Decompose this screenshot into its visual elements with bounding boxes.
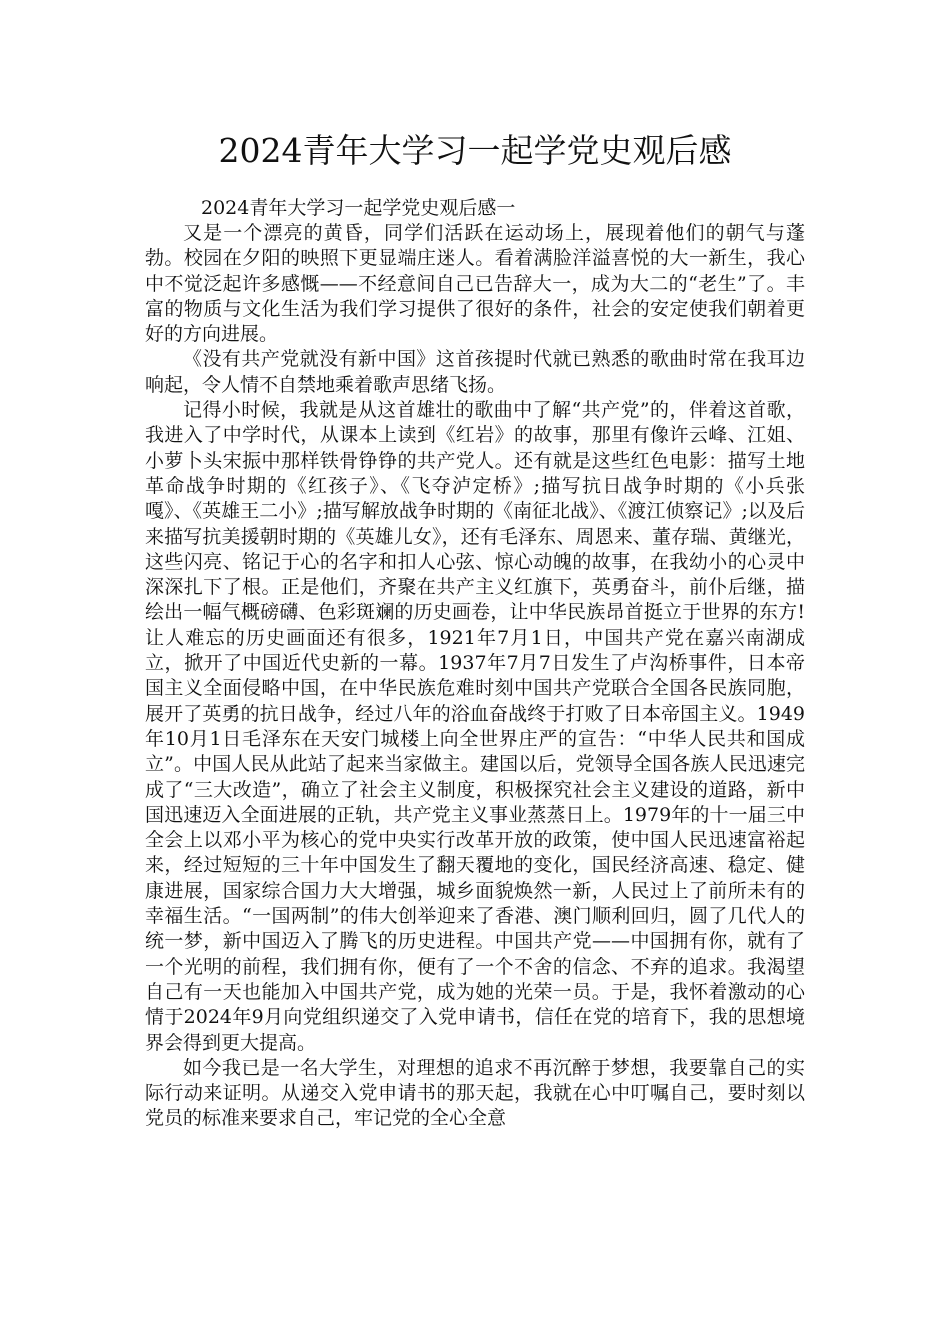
paragraph-1: 又是一个漂亮的黄昏，同学们活跃在运动场上，展现着他们的朝气与蓬勃。校园在夕阳的映照下更显端庄迷人。看着满脸洋溢喜悦的大一新生，我心中不觉泛起许多感慨——不经意间自己已告辞大一，成为大二的“老生”了。丰富的物质与文化生活为我们学习提供了很好的条件，社会的安定使我们朝着更好的方向进展。 (145, 222, 805, 346)
document-page (145, 128, 805, 1132)
paragraph-4: 如今我已是一名大学生，对理想的追求不再沉醉于梦想，我要靠自己的实际行动来证明。从递交入党申请书的那天起，我就在心中叮嘱自己，要时刻以党员的标准来要求自己，牢记党的全心全意 (145, 1056, 805, 1130)
document-title: 2024青年大学习一起学党史观后感 (218, 131, 732, 170)
document-subtitle: 2024青年大学习一起学党史观后感一 (201, 197, 516, 219)
paragraph-2: 《没有共产党就没有新中国》这首孩提时代就已熟悉的歌曲时常在我耳边响起，令人情不自禁地乘着歌声思绪飞扬。 (145, 348, 805, 396)
paragraph-3: 记得小时候，我就是从这首雄壮的歌曲中了解“共产党”的，伴着这首歌，我进入了中学时代，从课本上读到《红岩》的故事，那里有像许云峰、江姐、小萝卜头宋振中那样铁骨铮铮的共产党人。还有就是这些红色电影：描写土地革命战争时期的《红孩子》、《飞夺泸定桥》;描写抗日战争时期的《小兵张嘎》、《英雄王二小》;描写解放战争时期的《南征北战》、《渡江侦察记》;以及后来描写抗美援朝时期的《英雄儿女》，还有毛泽东、周恩来、董存瑞、黄继光，这些闪亮、铭记于心的名字和扣人心弦、惊心动魄的故事，在我幼小的心灵中深深扎下了根。正是他们，齐聚在共产主义红旗下，英勇奋斗，前仆后继，描绘出一幅气概磅礴、色彩斑斓的历史画卷，让中华民族昂首挺立于世界的东方!让人难忘的历史画面还有很多，1921年7月1日，中国共产党在嘉兴南湖成立，掀开了中国近代史新的一幕。1937年7月7日发生了卢沟桥事件，日本帝国主义全面侵略中国，在中华民族危难时刻中国共产党联合全国各民族同胞，展开了英勇的抗日战争，经过八年的浴血奋战终于打败了日本帝国主义。1949年10月1日毛泽东在天安门城楼上向全世界庄严的宣告：“中华人民共和国成立”。中国人民从此站了起来当家做主。建国以后，党领导全国各族人民迅速完成了“三大改造”，确立了社会主义制度，积极探究社会主义建设的道路，新中国迅速迈入全面进展的正轨，共产党主义事业蒸蒸日上。1979年的十一届三中全会上以邓小平为核心的党中央实行改革开放的政策，使中国人民迅速富裕起来，经过短短的三十年中国发生了翻天覆地的变化，国民经济高速、稳定、健康进展，国家综合国力大大增强，城乡面貌焕然一新，人民过上了前所未有的幸福生活。“一国两制”的伟大创举迎来了香港、澳门顺利回归，圆了几代人的统一梦，新中国迈入了腾飞的历史进程。中国共产党——中国拥有你，就有了一个光明的前程，我们拥有你，便有了一个不舍的信念、不弃的追求。我渴望自己有一天也能加入中国共产党，成为她的光荣一员。于是，我怀着激动的心情于2024年9月向党组织递交了入党申请书，信任在党的培育下，我的思想境界会得到更大提高。 (145, 399, 805, 1054)
